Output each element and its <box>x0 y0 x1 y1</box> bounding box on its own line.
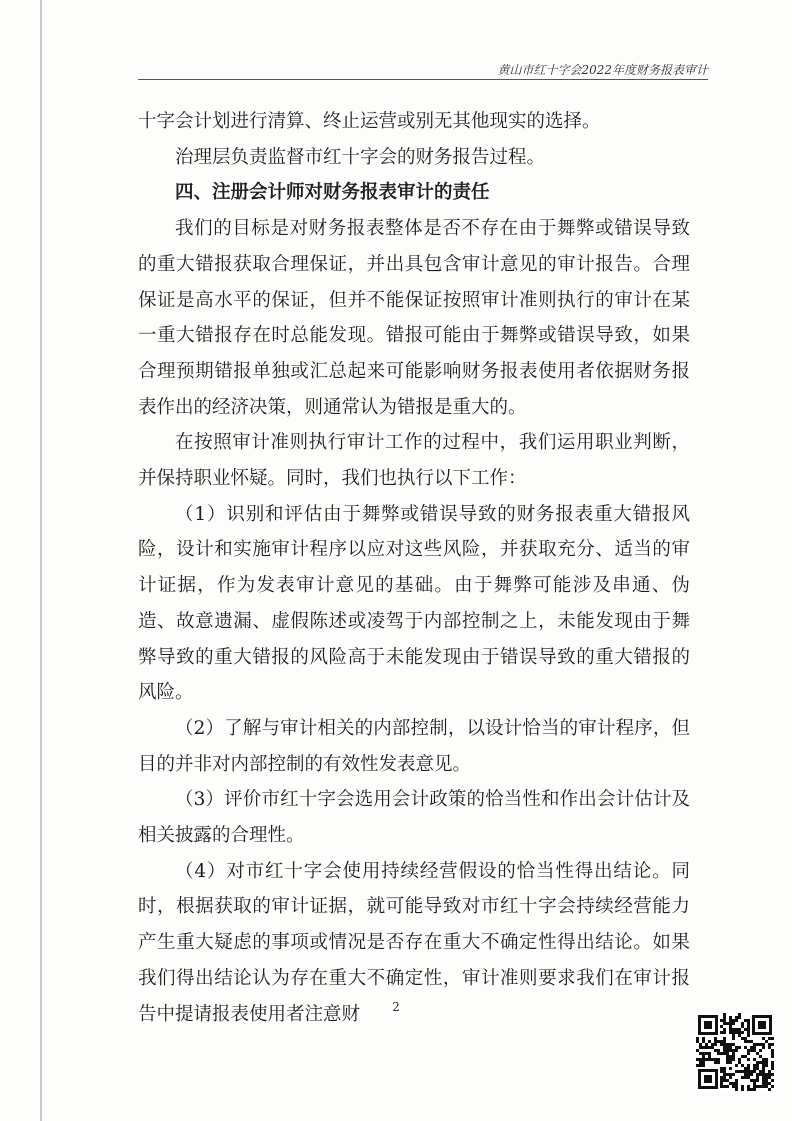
paragraph-governance: 治理层负责监督市红十字会的财务报告过程。 <box>175 146 546 168</box>
binding-edge <box>40 0 42 1121</box>
section-heading: 四、注册会计师对财务报表审计的责任 <box>175 182 490 204</box>
list-item-1: （1）识别和评估由于舞弊或错误导致的财务报表重大错报风险，设计和实施审计程序以应对这些风险，并获取充分、适当的审计证据，作为发表审计意见的基础。由于舞弊可能涉及串通、伪造、故意遗漏、虚假陈述或凌驾于内部控制之上，未能发现由于舞弊导致的重大错报的风险高于未能发现由于错误导致的重大错报的风险。 <box>138 503 690 704</box>
paragraph-objective: 我们的目标是对财务报表整体是否不存在由于舞弊或错误导致的重大错报获取合理保证，并出具包含审计意见的审计报告。合理保证是高水平的保证，但并不能保证按照审计准则执行的审计在某一重大错报存在时总能发现。错报可能由于舞弊或错误导致，如果合理预期错报单独或汇总起来可能影响财务报表使用者依据财务报表作出的经济决策，则通常认为错报是重大的。 <box>138 218 690 418</box>
document-body <box>138 104 690 1032</box>
list-item-4: （4）对市红十字会使用持续经营假设的恰当性得出结论。同时，根据获取的审计证据，就可能导致对市红十字会持续经营能力产生重大疑虑的事项或情况是否存在重大不确定性得出结论。如果我们得出结论认为存在重大不确定性，审计准则要求我们在审计报告中提请报表使用者注意财 <box>138 860 690 1025</box>
page-header <box>138 58 708 80</box>
list-item-3: （3）评价市红十字会选用会计政策的恰当性和作出会计估计及相关披露的合理性。 <box>138 789 690 847</box>
paragraph-judgment: 在按照审计准则执行审计工作的过程中，我们运用职业判断，并保持职业怀疑。同时，我们也执行以下工作： <box>138 432 690 490</box>
list-item-2: （2）了解与审计相关的内部控制，以设计恰当的审计程序，但目的并非对内部控制的有效性发表意见。 <box>138 717 690 775</box>
page-number: 2 <box>392 1000 400 1014</box>
header-title: 黄山市红十字会2022年度财务报表审计 <box>497 63 708 77</box>
qr-code-icon <box>696 1013 774 1091</box>
header-rule <box>138 79 708 80</box>
paragraph-continuation: 十字会计划进行清算、终止运营或别无其他现实的选择。 <box>138 111 601 132</box>
